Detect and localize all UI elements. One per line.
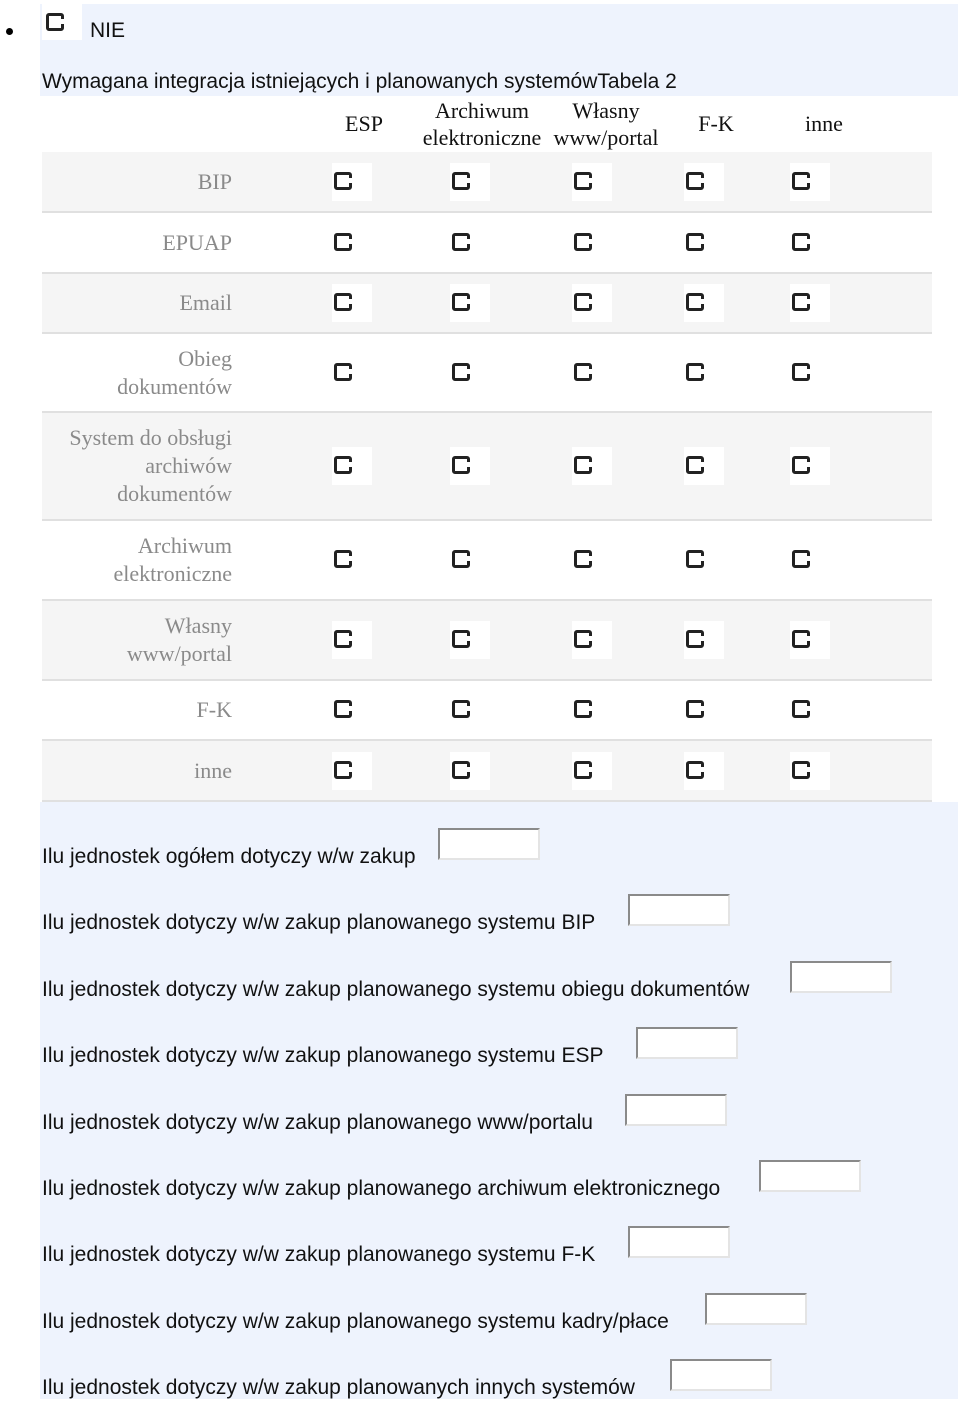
table-row (42, 521, 932, 601)
checkbox-cell[interactable] (450, 621, 490, 659)
checkbox-icon[interactable] (792, 293, 810, 311)
checkbox-icon[interactable] (686, 363, 704, 381)
checkbox-icon[interactable] (686, 233, 704, 251)
checkbox-cell[interactable] (332, 541, 372, 579)
checkbox-cell[interactable] (450, 284, 490, 322)
row-label: BIP (197, 168, 232, 194)
question-label: Ilu jednostek dotyczy w/w zakup planowanego systemu BIP (42, 911, 596, 934)
question-input[interactable] (705, 1293, 807, 1325)
checkbox-icon[interactable] (792, 233, 810, 251)
checkbox-cell[interactable] (790, 621, 830, 659)
checkbox-icon[interactable] (686, 700, 704, 718)
checkbox-cell[interactable] (572, 752, 612, 790)
checkbox-cell[interactable] (790, 752, 830, 790)
checkbox-icon[interactable] (574, 630, 592, 648)
checkbox-cell[interactable] (684, 163, 724, 201)
checkbox-cell[interactable] (684, 621, 724, 659)
checkbox-icon[interactable] (792, 550, 810, 568)
checkbox-icon[interactable] (334, 700, 352, 718)
checkbox-icon[interactable] (574, 293, 592, 311)
table-row (42, 213, 932, 274)
question-input[interactable] (759, 1160, 861, 1192)
checkbox-icon[interactable] (452, 293, 470, 311)
checkbox-cell[interactable] (572, 284, 612, 322)
question-input[interactable] (636, 1027, 738, 1059)
checkbox-icon[interactable] (452, 700, 470, 718)
checkbox-cell[interactable] (790, 691, 830, 729)
checkbox-cell[interactable] (572, 354, 612, 392)
table-row (42, 681, 932, 741)
checkbox-cell[interactable] (572, 447, 612, 485)
bullet (6, 28, 13, 35)
question-input[interactable] (438, 828, 540, 860)
checkbox-icon[interactable] (792, 630, 810, 648)
table-row (42, 413, 932, 521)
checkbox-cell[interactable] (450, 163, 490, 201)
checkbox-icon[interactable] (574, 700, 592, 718)
column-header-fk: F-K (698, 111, 734, 136)
checkbox-cell[interactable] (332, 284, 372, 322)
column-header-archiwum: Archiwum elektroniczne (422, 98, 542, 150)
column-header-wlasny: Własny www/portal (553, 98, 659, 150)
checkbox-icon[interactable] (574, 550, 592, 568)
row-label: inne (194, 757, 232, 783)
checkbox-cell[interactable] (572, 691, 612, 729)
checkbox-icon[interactable] (334, 550, 352, 568)
question-label: Ilu jednostek dotyczy w/w zakup planowanego systemu ESP (42, 1044, 604, 1067)
checkbox-cell[interactable] (450, 354, 490, 392)
checkbox-icon[interactable] (452, 172, 470, 190)
row-label: Obieg dokumentów (117, 345, 232, 399)
table-row (42, 741, 932, 802)
checkbox-cell[interactable] (450, 224, 490, 262)
row-label: EPUAP (162, 229, 232, 255)
row-label: Email (179, 290, 232, 315)
question-label: Ilu jednostek ogółem dotyczy w/w zakup (42, 845, 416, 868)
checkbox-cell[interactable] (684, 752, 724, 790)
checkbox-icon[interactable] (452, 630, 470, 648)
checkbox-icon[interactable] (792, 700, 810, 718)
checkbox-cell[interactable] (332, 752, 372, 790)
row-label: Własny www/portal (126, 613, 232, 666)
checkbox-icon[interactable] (792, 172, 810, 190)
question-label: Ilu jednostek dotyczy w/w zakup planowanego www/portalu (42, 1111, 593, 1134)
question-label: Ilu jednostek dotyczy w/w zakup planowanego systemu kadry/płace (42, 1310, 669, 1333)
checkbox-cell[interactable] (450, 447, 490, 485)
checkbox-icon[interactable] (452, 363, 470, 381)
row-label: System do obsługi archiwów dokumentów (69, 425, 232, 506)
checkbox-icon[interactable] (334, 172, 352, 190)
checkbox-cell[interactable] (572, 224, 612, 262)
question-label: Ilu jednostek dotyczy w/w zakup planowanego systemu obiegu dokumentów (42, 978, 750, 1001)
checkbox-icon[interactable] (792, 761, 810, 779)
checkbox-icon[interactable] (334, 456, 352, 474)
checkbox-icon[interactable] (334, 363, 352, 381)
checkbox-cell[interactable] (332, 621, 372, 659)
question-input[interactable] (625, 1094, 727, 1126)
checkbox-cell[interactable] (332, 224, 372, 262)
checkbox-icon[interactable] (686, 550, 704, 568)
checkbox-icon[interactable] (574, 761, 592, 779)
checkbox-icon[interactable] (334, 293, 352, 311)
checkbox-cell[interactable] (684, 541, 724, 579)
checkbox-icon[interactable] (574, 233, 592, 251)
checkbox-icon[interactable] (452, 550, 470, 568)
nie-option[interactable] (42, 4, 82, 40)
checkbox-icon[interactable] (334, 761, 352, 779)
checkbox-icon[interactable] (452, 456, 470, 474)
section-title: Wymagana integracja istniejących i planowanych systemówTabela 2 (42, 70, 677, 93)
checkbox-cell[interactable] (332, 163, 372, 201)
checkbox-cell[interactable] (684, 284, 724, 322)
question-label: Ilu jednostek dotyczy w/w zakup planowanych innych systemów (42, 1376, 635, 1399)
checkbox-icon[interactable] (452, 233, 470, 251)
table-row (42, 334, 932, 413)
checkbox-cell[interactable] (684, 691, 724, 729)
column-header-esp: ESP (345, 111, 383, 136)
checkbox-cell[interactable] (332, 691, 372, 729)
checkbox-icon[interactable] (574, 456, 592, 474)
checkbox-cell[interactable] (684, 354, 724, 392)
checkbox-icon[interactable] (334, 630, 352, 648)
checkbox-icon[interactable] (452, 761, 470, 779)
checkbox-icon[interactable] (792, 456, 810, 474)
row-label: Archiwum elektroniczne (113, 533, 232, 586)
checkbox-icon[interactable] (686, 630, 704, 648)
question-input[interactable] (670, 1359, 772, 1391)
checkbox-cell[interactable] (684, 224, 724, 262)
checkbox-cell[interactable] (684, 447, 724, 485)
question-input[interactable] (628, 894, 730, 926)
checkbox-cell[interactable] (790, 284, 830, 322)
checkbox-icon[interactable] (686, 172, 704, 190)
checkbox-icon[interactable] (686, 761, 704, 779)
checkbox-icon[interactable] (334, 233, 352, 251)
question-label: Ilu jednostek dotyczy w/w zakup planowanego systemu F-K (42, 1243, 596, 1266)
checkbox-cell[interactable] (450, 752, 490, 790)
question-label: Ilu jednostek dotyczy w/w zakup planowanego archiwum elektronicznego (42, 1177, 721, 1200)
question-input[interactable] (790, 961, 892, 993)
checkbox-icon[interactable] (686, 293, 704, 311)
question-input[interactable] (628, 1226, 730, 1258)
checkbox-icon[interactable] (574, 172, 592, 190)
table-row (42, 601, 932, 681)
column-header-inne: inne (805, 111, 843, 136)
checkbox-icon[interactable] (792, 363, 810, 381)
checkbox-cell[interactable] (790, 163, 830, 201)
nie-option-label: NIE (90, 19, 126, 42)
checkbox-cell[interactable] (790, 224, 830, 262)
checkbox-cell[interactable] (790, 447, 830, 485)
checkbox-icon[interactable] (46, 13, 64, 31)
checkbox-cell[interactable] (572, 621, 612, 659)
checkbox-cell[interactable] (790, 541, 830, 579)
row-label: F-K (196, 697, 232, 722)
checkbox-cell[interactable] (450, 541, 490, 579)
checkbox-cell[interactable] (450, 691, 490, 729)
table-row (42, 152, 932, 213)
table-row (42, 274, 932, 334)
checkbox-cell[interactable] (572, 541, 612, 579)
checkbox-cell[interactable] (572, 163, 612, 201)
checkbox-icon[interactable] (574, 363, 592, 381)
checkbox-cell[interactable] (790, 354, 830, 392)
checkbox-icon[interactable] (686, 456, 704, 474)
checkbox-cell[interactable] (332, 447, 372, 485)
checkbox-cell[interactable] (332, 354, 372, 392)
